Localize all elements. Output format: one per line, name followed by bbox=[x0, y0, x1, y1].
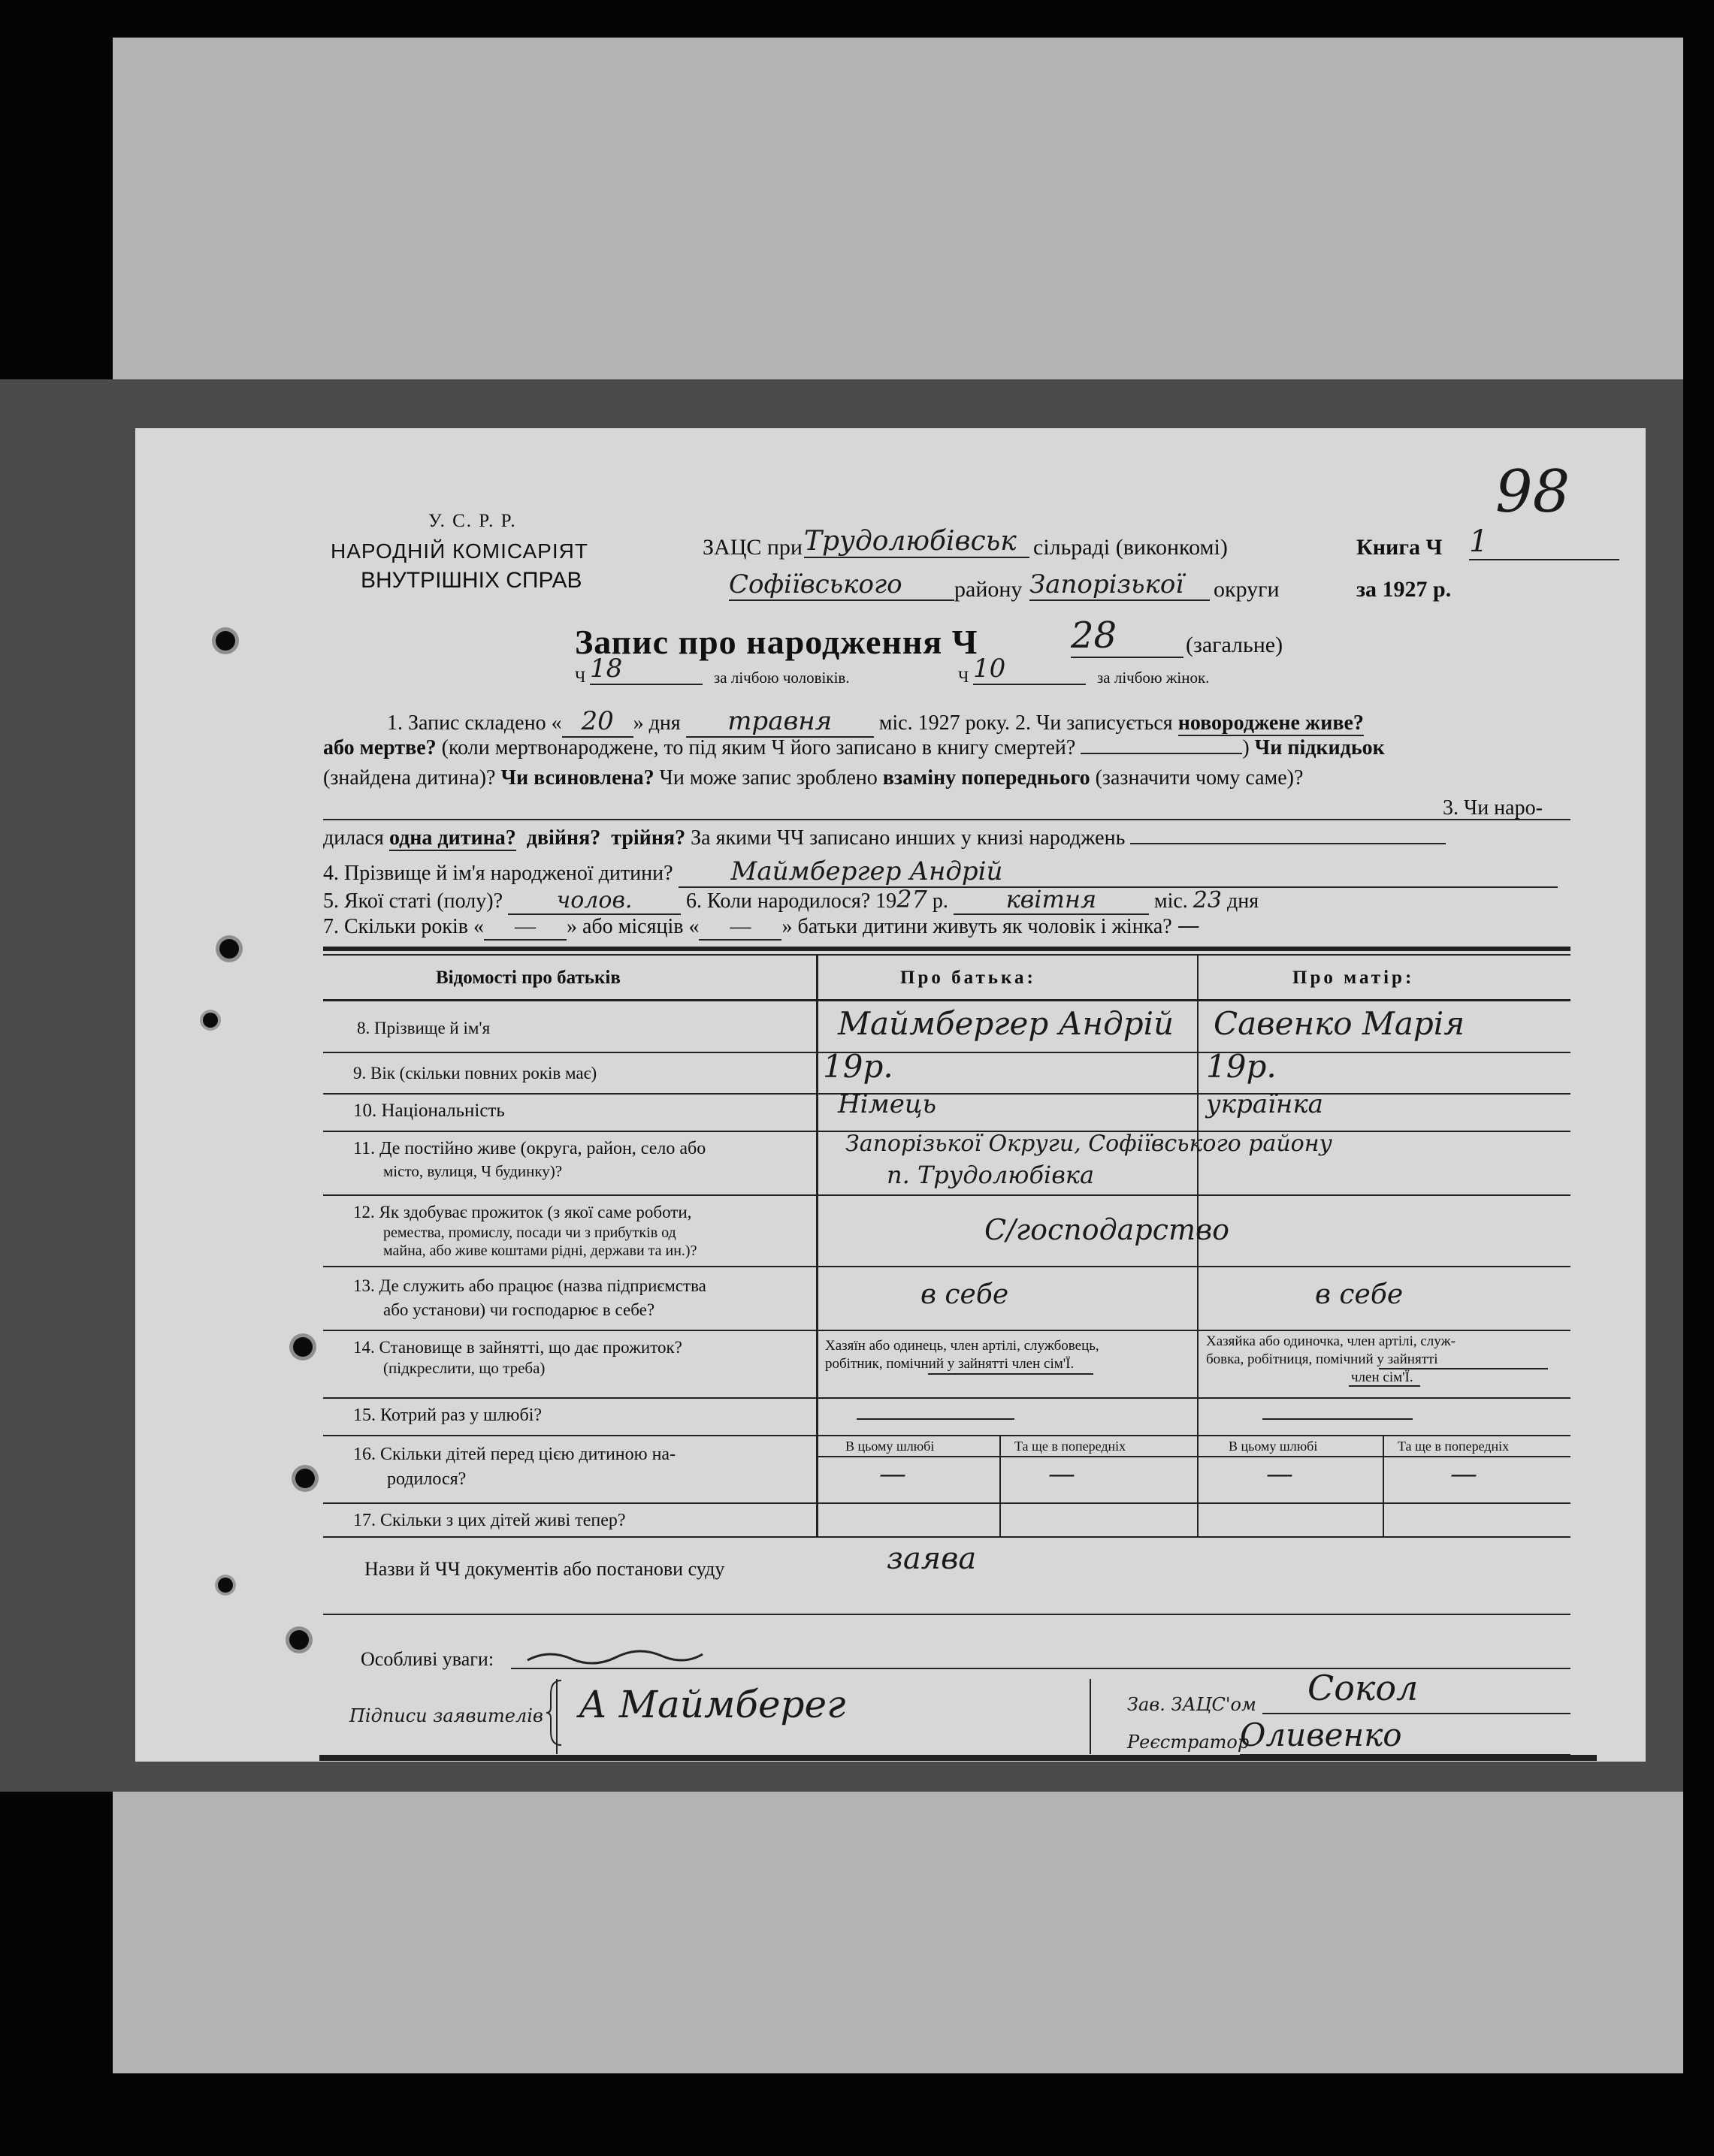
col-header-info: Відомості про батьків bbox=[436, 968, 621, 988]
women-number: 10 bbox=[973, 654, 1086, 685]
l3-c: Чи може запис зроблено bbox=[659, 766, 878, 790]
l4: 3. Чи наро- bbox=[1443, 796, 1543, 820]
head-signature: Сокол bbox=[1307, 1668, 1419, 1708]
body-line-5 bbox=[323, 826, 1446, 850]
body-line-6 bbox=[323, 856, 1558, 888]
birth-day: 23 bbox=[1193, 887, 1222, 913]
record-day: 20 bbox=[562, 706, 633, 738]
men-prefix: Ч bbox=[575, 667, 586, 686]
women-label: за лічбою жінок. bbox=[1097, 669, 1210, 687]
years-dash: — bbox=[484, 915, 567, 941]
commissariat-line-2: ВНУТРІШНІХ СПРАВ bbox=[361, 568, 582, 593]
row-8-label: 8. Прізвище й ім'я bbox=[357, 1019, 491, 1037]
row-14-label-2: (підкреслити, що треба) bbox=[383, 1359, 546, 1377]
punch-hole bbox=[216, 631, 235, 651]
book-number: 1 bbox=[1469, 524, 1619, 560]
l5-b: одна дитина? bbox=[388, 826, 516, 850]
residence-line-1: Запорізької Округи, Софіївського району bbox=[845, 1131, 1332, 1157]
l5-a: дилася bbox=[323, 826, 384, 850]
months-dash: — bbox=[699, 915, 781, 941]
father-nationality: Німець bbox=[838, 1089, 937, 1119]
body-line-7 bbox=[323, 885, 1259, 915]
l7-dnia: дня bbox=[1226, 889, 1259, 913]
republic-header: У. С. Р. Р. bbox=[428, 511, 517, 531]
mother-workplace: в себе bbox=[1315, 1279, 1404, 1310]
body-line-3 bbox=[323, 766, 1303, 790]
row-17-label: 17. Скільки з цих дітей живі тепер? bbox=[353, 1511, 626, 1530]
book-label: Книга Ч bbox=[1356, 535, 1443, 560]
l5-e: За якими ЧЧ записано инших у книзі народжень bbox=[691, 826, 1126, 850]
l1-c: міс. 1927 року. 2. Чи записується bbox=[878, 711, 1173, 735]
punch-hole bbox=[219, 939, 239, 959]
father-this-marriage: В цьому шлюбі bbox=[845, 1439, 935, 1454]
body-line-1 bbox=[387, 706, 1364, 738]
l7-r: р. bbox=[932, 889, 948, 913]
registrar-label: Реєстратор bbox=[1127, 1732, 1250, 1753]
registrar-signature: Оливенко bbox=[1240, 1717, 1402, 1753]
village-council-value: Трудолюбівськ bbox=[804, 526, 1029, 558]
general-label: (загальне) bbox=[1186, 633, 1283, 657]
district-suffix: району bbox=[954, 577, 1023, 602]
docs-value: заява bbox=[887, 1542, 977, 1576]
record-number: 28 bbox=[1071, 614, 1183, 658]
punch-hole bbox=[295, 1469, 315, 1488]
row-15-label: 15. Котрий раз у шлюбі? bbox=[353, 1406, 543, 1425]
punch-hole bbox=[218, 1578, 233, 1593]
col-header-mother: Про матір: bbox=[1292, 968, 1415, 988]
applicant-signature: А Маймберег bbox=[579, 1683, 846, 1726]
mother-status-2: бовка, робітниця, помічний у зайнятті bbox=[1206, 1351, 1438, 1367]
commissariat-line-1: НАРОДНІЙ КОМІСАРІЯТ bbox=[331, 539, 588, 563]
row-16-label-2: родилося? bbox=[387, 1469, 467, 1489]
mother-children-prev: — bbox=[1450, 1459, 1477, 1490]
mother-name: Савенко Марія bbox=[1214, 1005, 1465, 1042]
residence-line-2: п. Трудолюбівка bbox=[887, 1161, 1095, 1189]
birth-record-form bbox=[135, 428, 1646, 1762]
birth-month: квітня bbox=[954, 885, 1149, 915]
page-number: 98 bbox=[1495, 458, 1570, 526]
remarks-squiggle bbox=[526, 1645, 706, 1668]
men-label: за лічбою чоловіків. bbox=[714, 669, 850, 687]
l1-a: 1. Запис складено « bbox=[387, 711, 562, 735]
l3-d: взаміну попереднього bbox=[882, 766, 1090, 790]
row-12-label-1: 12. Як здобуває прожиток (з якої саме роботи, bbox=[353, 1203, 692, 1221]
birth-year: 27 bbox=[896, 885, 927, 913]
father-previous: Та ще в попередніх bbox=[1014, 1439, 1126, 1454]
father-status-2: робітник, помічний у зайнятті член сім'Ї. bbox=[825, 1356, 1075, 1372]
row-13-label-1: 13. Де служить або працює (назва підприємства bbox=[353, 1276, 706, 1295]
row-11-label-2: місто, вулиця, Ч будинку)? bbox=[383, 1162, 563, 1180]
record-month: травня bbox=[686, 706, 874, 738]
signatures-label: Підписи заявителів bbox=[349, 1705, 543, 1726]
l1-b: » дня bbox=[633, 711, 681, 735]
father-age: 19р. bbox=[823, 1048, 893, 1085]
row-12-label-2: ремества, промислу, посади чи з прибутків од bbox=[383, 1224, 676, 1241]
l2-d: Чи підкидьок bbox=[1254, 736, 1385, 759]
l1-d: новороджене живе? bbox=[1177, 711, 1364, 735]
l5-d: трійня? bbox=[611, 826, 686, 850]
okrug-value: Запорізької bbox=[1029, 569, 1210, 601]
village-council-suffix: сільраді (виконкомі) bbox=[1033, 535, 1228, 560]
row-12-label-3: майна, або живе коштами рідні, держави та ин.)? bbox=[383, 1243, 697, 1259]
mother-nationality: українка bbox=[1206, 1089, 1323, 1119]
year-label: за 1927 р. bbox=[1356, 577, 1452, 602]
mother-status-1: Хазяйка або одиночка, член артілі, служ- bbox=[1206, 1333, 1456, 1349]
mother-age: 19р. bbox=[1206, 1048, 1277, 1085]
l7-a: 5. Якої статі (полу)? bbox=[323, 889, 503, 913]
cohabit-dash: — bbox=[1177, 913, 1200, 939]
l3-e: (зазначити чому саме)? bbox=[1095, 766, 1304, 790]
l3-b: Чи всиновлена? bbox=[500, 766, 654, 790]
child-sex: чолов. bbox=[508, 887, 681, 915]
l8-a: 7. Скільки років « bbox=[323, 915, 484, 938]
body-line-2 bbox=[323, 736, 1385, 760]
l5-c: двійня? bbox=[526, 826, 601, 850]
docs-label: Назви й ЧЧ документів або постанови суду bbox=[364, 1558, 725, 1580]
mother-children-this: — bbox=[1266, 1459, 1293, 1490]
father-workplace: в себе bbox=[920, 1279, 1009, 1310]
row-16-label-1: 16. Скільки дітей перед цією дитиною на- bbox=[353, 1445, 676, 1464]
l2-b: (коли мертвонароджене, то під яким Ч його записано в книгу смертей? bbox=[441, 736, 1076, 759]
row-14-label-1: 14. Становище в зайнятті, що дає прожиток? bbox=[353, 1338, 682, 1357]
women-prefix: Ч bbox=[958, 667, 969, 686]
father-name: Маймбергер Андрій bbox=[838, 1005, 1174, 1042]
row-11-label-1: 11. Де постійно живе (округа, район, село або bbox=[353, 1139, 706, 1158]
l3-a: (знайдена дитина)? bbox=[323, 766, 496, 790]
father-status-1: Хазяїн або одинець, член артілі, службовець, bbox=[825, 1338, 1099, 1354]
l2-c: ) bbox=[1242, 736, 1250, 759]
father-children-this: — bbox=[879, 1459, 906, 1490]
men-number: 18 bbox=[590, 654, 703, 685]
punch-hole bbox=[289, 1630, 309, 1650]
head-label: Зав. ЗАЦС'ом bbox=[1127, 1694, 1256, 1715]
mother-previous: Та ще в попередніх bbox=[1398, 1439, 1510, 1454]
l7-mis: міс. bbox=[1153, 889, 1188, 913]
district-value: Софіївського bbox=[729, 569, 954, 601]
birth-year-prefix: 19 bbox=[875, 889, 897, 913]
zags-prefix: ЗАЦС при bbox=[703, 535, 803, 560]
child-name: Маймбергер Андрій bbox=[679, 856, 1558, 888]
father-children-prev: — bbox=[1048, 1459, 1075, 1490]
l7-b: 6. Коли народилося? bbox=[686, 889, 871, 913]
row-10-label: 10. Національність bbox=[353, 1101, 505, 1121]
mother-status-3: член сім'Ї. bbox=[1351, 1369, 1413, 1385]
okrug-suffix: округи bbox=[1214, 577, 1280, 602]
l8-c: » батьки дитини живуть як чоловік і жінка? bbox=[781, 915, 1172, 938]
mother-this-marriage: В цьому шлюбі bbox=[1229, 1439, 1318, 1454]
row-9-label: 9. Вік (скільки повних років має) bbox=[353, 1064, 597, 1083]
livelihood: С/господарство bbox=[984, 1213, 1229, 1246]
l6-a: 4. Прізвище й ім'я народженої дитини? bbox=[323, 862, 673, 885]
remarks-label: Особливі уваги: bbox=[361, 1648, 494, 1670]
l2-a: або мертве? bbox=[323, 736, 437, 759]
col-header-father: Про батька: bbox=[900, 968, 1036, 988]
row-13-label-2: або установи) чи господарює в себе? bbox=[383, 1300, 655, 1319]
punch-hole bbox=[293, 1337, 313, 1357]
bottom-heavy-rule bbox=[319, 1755, 1597, 1761]
form-title: Запис про народження Ч bbox=[575, 623, 978, 661]
body-line-8 bbox=[323, 913, 1200, 941]
punch-hole bbox=[203, 1013, 218, 1028]
l8-b: » або місяців « bbox=[567, 915, 700, 938]
